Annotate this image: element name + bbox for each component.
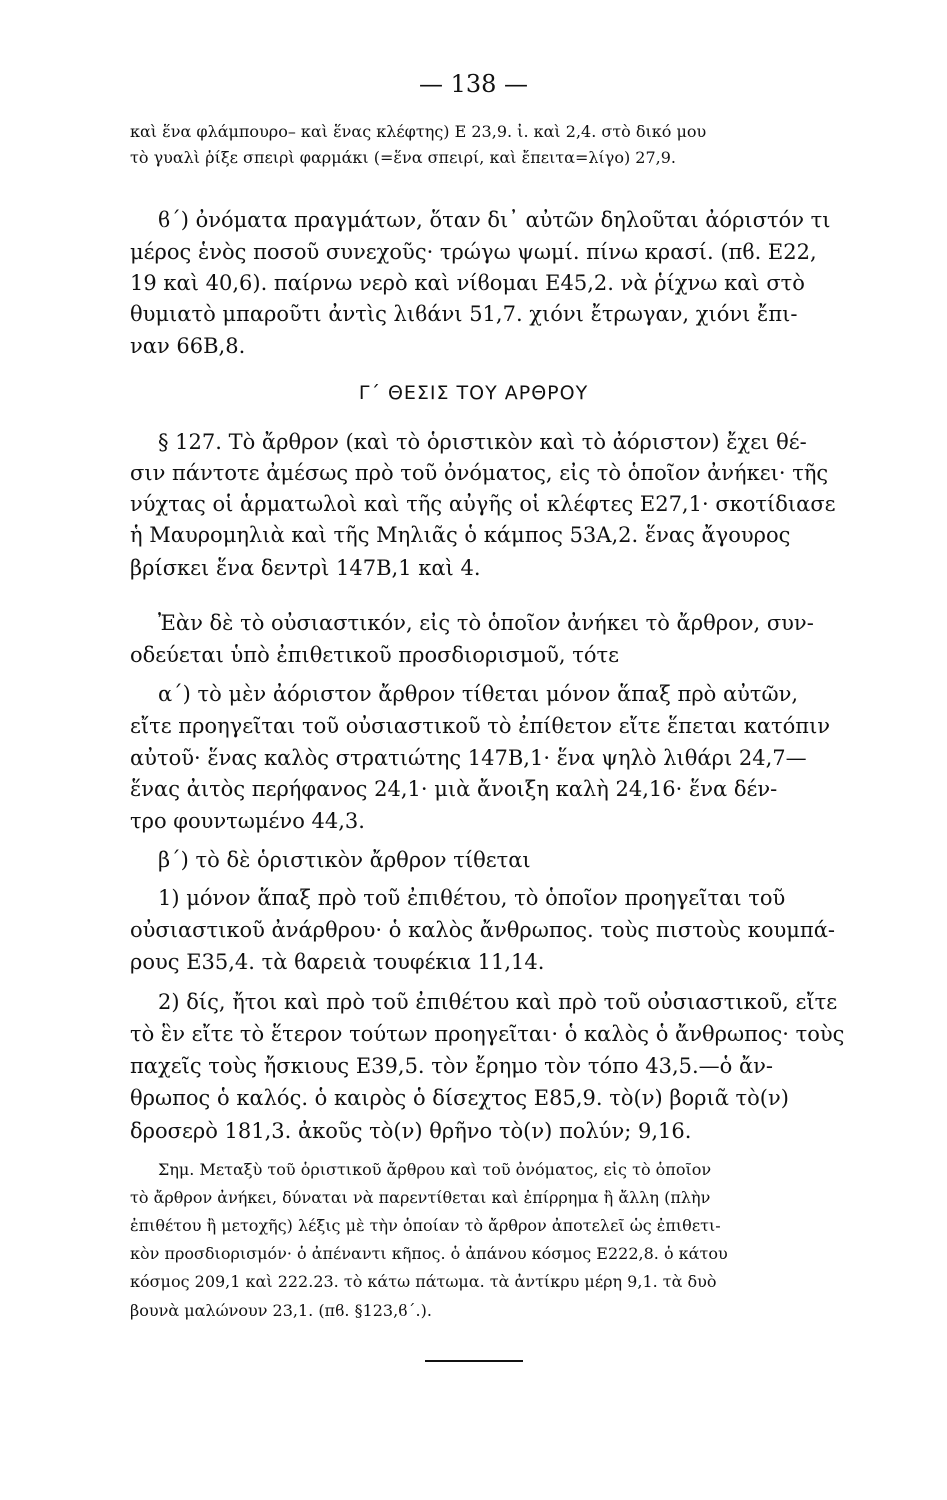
note-line: κόσμος 209,1 καὶ 222.23. τὸ κάτω πάτωμα. τὰ ἀντίκρυ μέρη 9,1. τὰ δυὸ xyxy=(130,1272,717,1291)
text-line: α΄) τὸ μὲν ἀόριστον ἄρθρον τίθεται μόνον ἅπαξ πρὸ αὐτῶν, xyxy=(158,682,799,706)
note-line: Σημ. Μεταξὺ τοῦ ὁριστικοῦ ἄρθρου καὶ τοῦ ὀνόματος, εἰς τὸ ὁποῖον xyxy=(158,1160,712,1179)
text-line: 2) δίς, ἤτοι καὶ πρὸ τοῦ ἐπιθέτου καὶ πρὸ τοῦ οὐσιαστικοῦ, εἴτε xyxy=(158,990,838,1014)
text-line: οὐσιαστικοῦ ἀνάρθρου· ὁ καλὸς ἄνθρωπος. τοὺς πιστοὺς κουμπά- xyxy=(130,918,835,942)
text-line: βρίσκει ἕνα δεντρὶ 147Β,1 καὶ 4. xyxy=(130,556,481,580)
text-line: ϐ΄) ὀνόματα πραγμάτων, ὅταν δι᾽ αὐτῶν δηλοῦται ἀόριστόν τι xyxy=(158,208,831,232)
text-line: θυμιατὸ μπαροῦτι ἀντὶς λιϐάνι 51,7. χιόνι ἔτρωγαν, χιόνι ἔπι- xyxy=(130,302,798,326)
text-line: μέρος ἑνὸς ποσοῦ συνεχοῦς· τρώγω ψωμί. πίνω κρασί. (πϐ. Ε22, xyxy=(130,240,817,264)
text-line: 1) μόνον ἅπαξ πρὸ τοῦ ἐπιθέτου, τὸ ὁποῖον προηγεῖται τοῦ xyxy=(158,886,786,910)
text-line: Ἐὰν δὲ τὸ οὐσιαστικόν, εἰς τὸ ὁποῖον ἀνήκει τὸ ἄρθρον, συν- xyxy=(158,611,814,635)
note-line: κὸν προσδιορισμόν· ὁ ἀπέναντι κῆπος. ὁ ἀπάνου κόσμος Ε222,8. ὁ κάτου xyxy=(130,1244,728,1263)
text-line: ἕνας ἀιτὸς περήφανος 24,1· μιὰ ἄνοιξη καλὴ 24,16· ἕνα δέν- xyxy=(130,777,778,801)
end-rule xyxy=(425,1360,523,1362)
text-line: παχεῖς τοὺς ἤσκιους Ε39,5. τὸν ἔρημο τὸν τόπο 43,5.—ὁ ἄν- xyxy=(130,1054,774,1078)
text-line: ἡ Μαυρομηλιὰ καὶ τῆς Μηλιᾶς ὁ κάμπος 53Α,2. ἕνας ἄγουρος xyxy=(130,523,791,547)
text-line: ρους Ε35,4. τὰ ϐαρειὰ τουφέκια 11,14. xyxy=(130,950,545,974)
text-line: θρωπος ὁ καλός. ὁ καιρὸς ὁ δίσεχτος Ε85,9. τὸ(ν) βοριᾶ τὸ(ν) xyxy=(130,1086,789,1110)
page-number: — 138 — xyxy=(418,70,529,98)
text-line: ναν 66Β,8. xyxy=(130,334,246,358)
text-line: 19 καὶ 40,6). παίρνω νερὸ καὶ νίϐομαι Ε45,2. νὰ ῥίχνω καὶ στὸ xyxy=(130,271,805,295)
text-line: νύχτας οἱ ἁρματωλοὶ καὶ τῆς αὐγῆς οἱ κλέφτες Ε27,1· σκοτίδιασε xyxy=(130,492,836,516)
text-line: αὐτοῦ· ἕνας καλὸς στρατιώτης 147Β,1· ἕνα ψηλὸ λιθάρι 24,7— xyxy=(130,746,807,770)
note-line: ἐπιθέτου ἢ μετοχῆς) λέξις μὲ τὴν ὁποίαν τὸ ἄρθρον ἀποτελεῖ ὡς ἐπιθετι- xyxy=(130,1216,721,1235)
text-line: β΄) τὸ δὲ ὁριστικὸν ἄρθρον τίθεται xyxy=(158,848,531,872)
text-line: τὸ γυαλὶ ῥίξε σπειρὶ φαρμάκι (=ἕνα σπειρί, καὶ ἔπειτα=λίγο) 27,9. xyxy=(130,148,677,167)
text-line: τρο φουντωμένο 44,3. xyxy=(130,809,365,833)
text-line: τὸ ἓν εἴτε τὸ ἕτερον τούτων προηγεῖται· ὁ καλὸς ὁ ἄνθρωπος· τοὺς xyxy=(130,1022,845,1046)
section-heading: Γ΄ ΘΕΣΙΣ ΤΟΥ ΑΡΘΡΟΥ xyxy=(358,382,589,404)
text-line: εἴτε προηγεῖται τοῦ οὐσιαστικοῦ τὸ ἐπίθετον εἴτε ἕπεται κατόπιν xyxy=(130,714,831,738)
text-line: οδεύεται ὑπὸ ἐπιθετικοῦ προσδιορισμοῦ, τότε xyxy=(130,643,620,667)
note-line: τὸ ἄρθρον ἀνήκει, δύναται νὰ παρεντίθεται καὶ ἐπίρρημα ἢ ἄλλη (πλὴν xyxy=(130,1188,711,1207)
text-line: δροσερὸ 181,3. ἀκοῦς τὸ(ν) θρῆνο τὸ(ν) πολύν; 9,16. xyxy=(130,1119,692,1143)
note-line: βουνὰ μαλώνουν 23,1. (πϐ. §123,ϐ΄.). xyxy=(130,1301,432,1320)
text-line: καὶ ἕνα φλάμπουρο– καὶ ἕνας κλέφτης) Ε 23,9. ἰ. καὶ 2,4. στὸ δικό μου xyxy=(130,122,707,141)
text-line: σιν πάντοτε ἀμέσως πρὸ τοῦ ὀνόματος, εἰς τὸ ὁποῖον ἀνήκει· τῆς xyxy=(130,461,829,485)
text-line: § 127. Τὸ ἄρθρον (καὶ τὸ ὁριστικὸν καὶ τὸ ἀόριστον) ἔχει θέ- xyxy=(158,430,807,454)
